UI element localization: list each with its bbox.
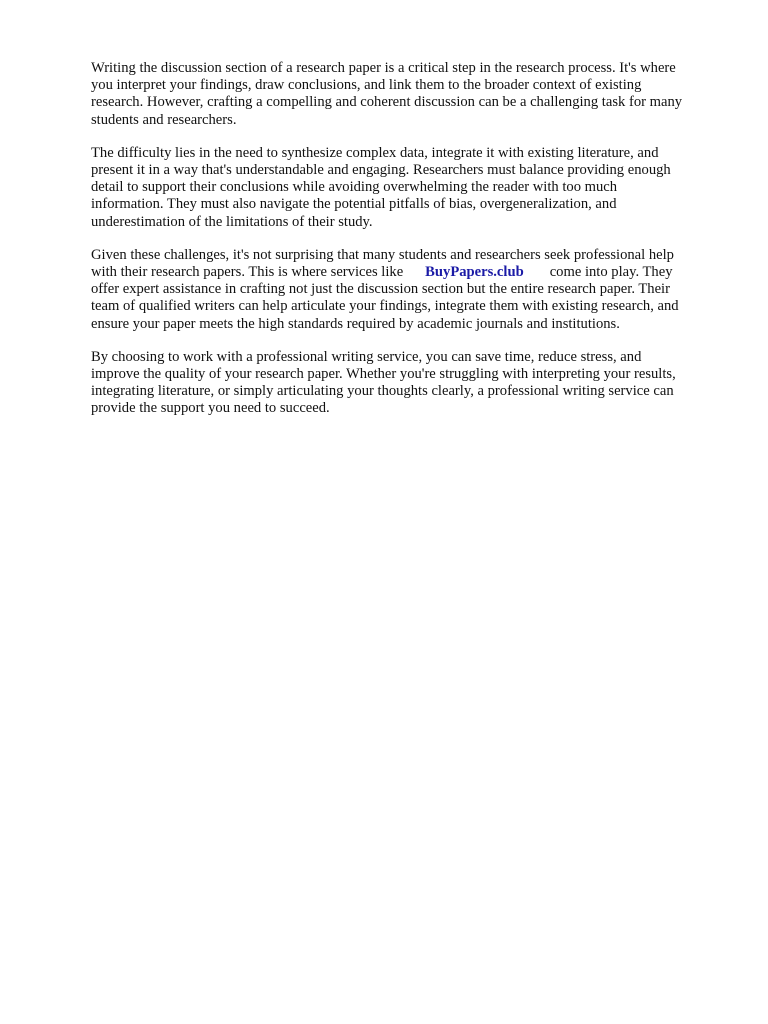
- buypapers-link[interactable]: BuyPapers.club: [425, 264, 524, 281]
- text-line-with-link: [91, 264, 721, 281]
- text-line: detail to support their conclusions while avoiding overwhelming the reader with too much: [91, 179, 618, 196]
- text-line: research. However, crafting a compelling and coherent discussion can be a challenging task for many: [91, 94, 683, 111]
- text-line: Writing the discussion section of a research paper is a critical step in the research process. It's where: [91, 60, 676, 76]
- text-line: students and researchers.: [91, 111, 237, 128]
- text-line: offer expert assistance in crafting not just the discussion section but the entire research paper. Their: [91, 281, 670, 298]
- text-line: present it in a way that's understandable and engaging. Researchers must balance providing enough: [91, 162, 671, 179]
- text-line: By choosing to work with a professional writing service, you can save time, reduce stress, and: [91, 348, 642, 365]
- paragraph-services: [91, 247, 721, 333]
- text-line: team of qualified writers can help articulate your findings, integrate them with existing research, and: [91, 298, 679, 315]
- text-line: improve the quality of your research paper. Whether you're struggling with interpreting your results,: [91, 366, 676, 383]
- text-line: integrating literature, or simply articulating your thoughts clearly, a professional writing service can: [91, 383, 674, 400]
- text-line: The difficulty lies in the need to synthesize complex data, integrate it with existing literature, and: [91, 144, 659, 161]
- text-before-link: with their research papers. This is where services like: [91, 264, 404, 281]
- text-after-link: come into play. They: [549, 264, 673, 281]
- document-body: [91, 60, 721, 434]
- text-line: underestimation of the limitations of their study.: [91, 213, 373, 230]
- text-line: ensure your paper meets the high standards required by academic journals and institutions.: [91, 315, 620, 332]
- paragraph-difficulty: [91, 145, 721, 231]
- text-line: Given these challenges, it's not surprising that many students and researchers seek professional help: [91, 246, 674, 263]
- paragraph-intro: [91, 60, 721, 129]
- text-line: provide the support you need to succeed.: [91, 400, 330, 417]
- paragraph-conclusion: [91, 349, 721, 418]
- text-line: you interpret your findings, draw conclusions, and link them to the broader context of existing: [91, 77, 642, 94]
- text-line: information. They must also navigate the potential pitfalls of bias, overgeneralization, and: [91, 196, 617, 213]
